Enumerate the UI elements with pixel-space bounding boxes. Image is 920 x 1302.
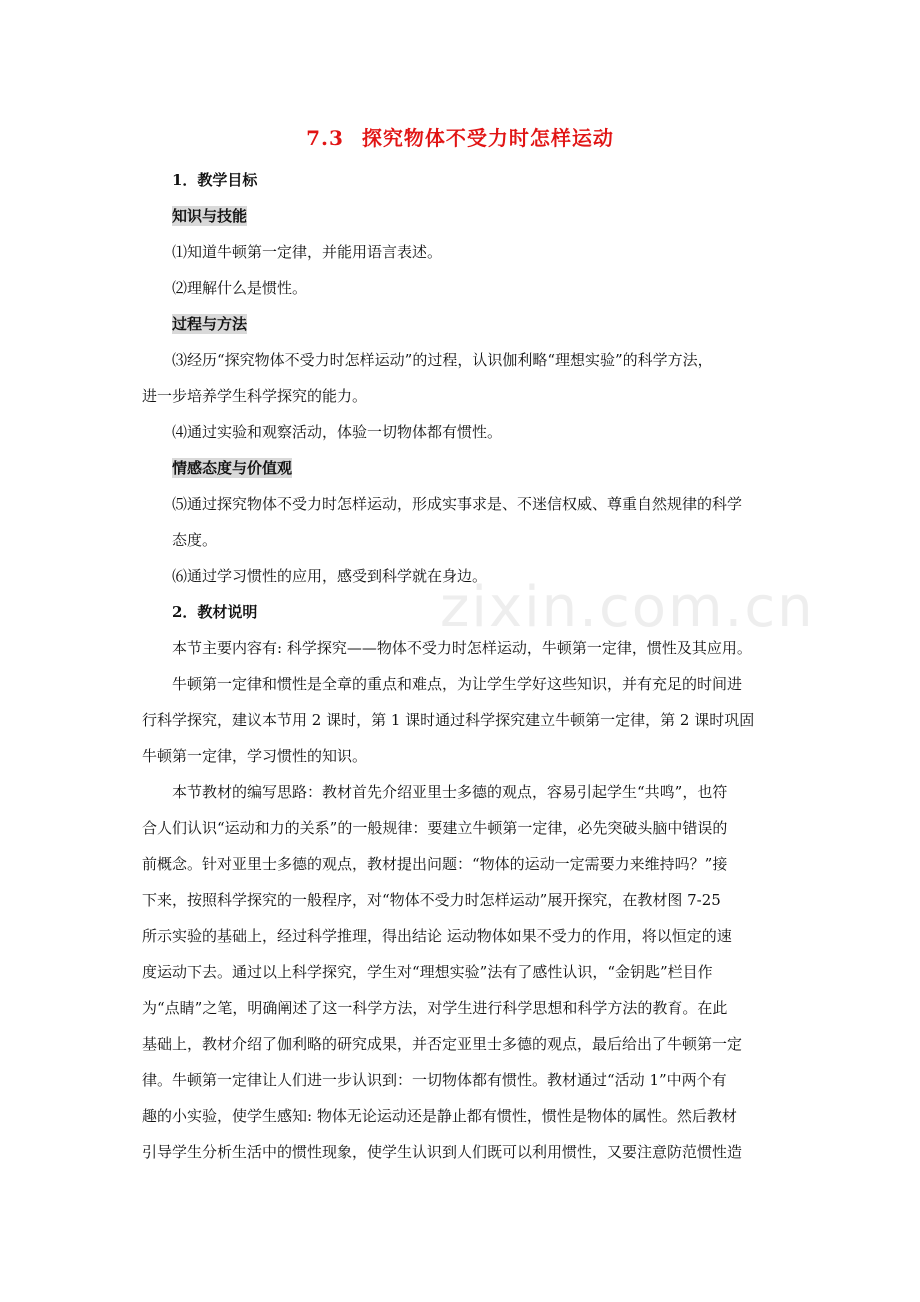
watermark: zixin.com.cn xyxy=(440,575,815,640)
objective-3-line-2: 进一步培养学生科学探究的能力。 xyxy=(142,387,368,405)
subheading-attitudes-values: 情感态度与价值观 xyxy=(172,459,293,477)
paragraph-3-line: 趣的小实验，使学生感知: 物体无论运动还是静止都有惯性，惯性是物体的属性。然后教材 xyxy=(142,1107,737,1125)
section-number: 7.3 xyxy=(306,126,344,150)
paragraph-3-line: 为“点睛”之笔，明确阐述了这一科学方法，对学生进行科学思想和科学方法的教育。在此 xyxy=(142,999,728,1017)
objective-5-line-2: 态度。 xyxy=(172,531,218,549)
objective-1: ⑴知道牛顿第一定律，并能用语言表述。 xyxy=(172,243,443,261)
paragraph-3-line: 前概念。针对亚里士多德的观点，教材提出问题：“物体的运动一定需要力来维持吗？”接 xyxy=(142,855,728,873)
title-text: 探究物体不受力时怎样运动 xyxy=(361,126,614,150)
paragraph-3-line: 所示实验的基础上，经过科学推理，得出结论 运动物体如果不受力的作用，将以恒定的速 xyxy=(142,927,732,945)
paragraph-3-line: 基础上，教材介绍了伽利略的研究成果，并否定亚里士多德的观点，最后给出了牛顿第一定 xyxy=(142,1035,743,1053)
paragraph-3-line: 引导学生分析生活中的惯性现象，使学生认识到人们既可以利用惯性，又要注意防范惯性造 xyxy=(142,1143,743,1161)
heading-materials: 2．教材说明 xyxy=(172,603,258,621)
paragraph-2-line: 行科学探究，建议本节用 2 课时，第 1 课时通过科学探究建立牛顿第一定律，第 2 课时巩固 xyxy=(142,711,755,729)
objective-2: ⑵理解什么是惯性。 xyxy=(172,279,308,297)
objective-5-line-1: ⑸通过探究物体不受力时怎样运动，形成实事求是、不迷信权威、尊重自然规律的科学 xyxy=(172,495,743,513)
paragraph-3-line: 下来，按照科学探究的一般程序，对“物体不受力时怎样运动”展开探究，在教材图 7-25 xyxy=(142,891,721,909)
subheading-knowledge-skills: 知识与技能 xyxy=(172,207,248,225)
paragraph-3-line: 合人们认识“运动和力的关系”的一般规律：要建立牛顿第一定律，必先突破头脑中错误的 xyxy=(142,819,728,837)
objective-6: ⑹通过学习惯性的应用，感受到科学就在身边。 xyxy=(172,567,488,585)
objective-4: ⑷通过实验和观察活动，体验一切物体都有惯性。 xyxy=(172,423,503,441)
paragraph-2-line: 牛顿第一定律和惯性是全章的重点和难点，为让学生学好这些知识，并有充足的时间进 xyxy=(172,675,743,693)
paragraph-2-line: 牛顿第一定律，学习惯性的知识。 xyxy=(142,747,368,765)
paragraph-3-line: 律。牛顿第一定律让人们进一步认识到：一切物体都有惯性。教材通过“活动 1”中两个有 xyxy=(142,1071,727,1089)
objective-3-line-1: ⑶经历“探究物体不受力时怎样运动”的过程，认识伽利略“理想实验”的科学方法， xyxy=(172,351,713,369)
paragraph-3-line: 本节教材的编写思路：教材首先介绍亚里士多德的观点，容易引起学生“共鸣”，也符 xyxy=(172,783,728,801)
page-title xyxy=(0,122,920,151)
subheading-process-methods: 过程与方法 xyxy=(172,315,248,333)
paragraph-3-line: 度运动下去。通过以上科学探究，学生对“理想实验”法有了感性认识，“金钥匙”栏目作 xyxy=(142,963,713,981)
heading-teaching-goals: 1．教学目标 xyxy=(172,171,258,189)
paragraph-1: 本节主要内容有: 科学探究——物体不受力时怎样运动，牛顿第一定律，惯性及其应用。 xyxy=(172,639,752,657)
